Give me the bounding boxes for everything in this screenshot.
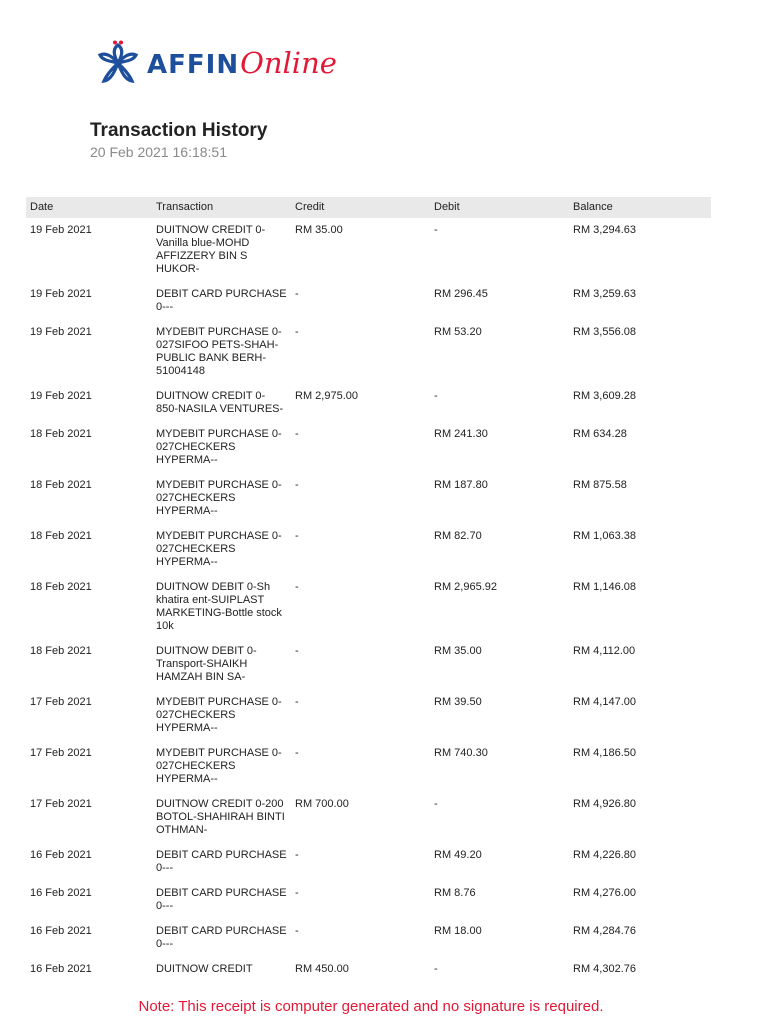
cell-balance: RM 1,063.38 [573,530,636,542]
cell-credit: - [295,849,299,861]
column-header-transaction: Transaction [152,197,291,218]
cell-credit: RM 35.00 [295,224,343,236]
cell-debit: RM 241.30 [434,428,488,440]
cell-credit: - [295,479,299,491]
cell-balance: RM 4,186.50 [573,747,636,759]
cell-transaction: DEBIT CARD PURCHASE 0--- [156,849,287,874]
cell-debit: RM 82.70 [434,530,482,542]
cell-balance: RM 4,147.00 [573,696,636,708]
table-row [26,690,711,741]
cell-transaction: DUITNOW DEBIT 0-Transport-SHAIKH HAMZAH BIN SA- [156,645,257,683]
cell-debit: RM 740.30 [434,747,488,759]
brand-script: Online [240,45,337,80]
table-row [26,524,711,575]
cell-balance: RM 4,112.00 [573,645,636,657]
cell-date: 18 Feb 2021 [30,530,92,542]
cell-date: 16 Feb 2021 [30,887,92,899]
cell-debit: - [434,224,438,236]
cell-date: 18 Feb 2021 [30,645,92,657]
column-header-debit: Debit [430,197,569,218]
cell-balance: RM 4,226.80 [573,849,636,861]
cell-debit: RM 53.20 [434,326,482,338]
cell-date: 19 Feb 2021 [30,288,92,300]
cell-debit: RM 49.20 [434,849,482,861]
cell-credit: - [295,288,299,300]
flower-logo-icon [93,40,143,86]
cell-debit: RM 39.50 [434,696,482,708]
cell-date: 18 Feb 2021 [30,479,92,491]
cell-debit: RM 8.76 [434,887,476,899]
cell-transaction: DEBIT CARD PURCHASE 0--- [156,887,287,912]
table-row [26,320,711,384]
cell-balance: RM 3,556.08 [573,326,636,338]
cell-transaction: MYDEBIT PURCHASE 0-027CHECKERS HYPERMA-- [156,479,282,517]
column-header-balance: Balance [569,197,711,218]
cell-balance: RM 3,259.63 [573,288,636,300]
cell-credit: - [295,696,299,708]
cell-balance: RM 3,609.28 [573,390,636,402]
table-row [26,639,711,690]
column-header-date: Date [26,197,152,218]
brand-name: AFFIN [147,49,240,80]
cell-date: 18 Feb 2021 [30,581,92,593]
table-row [26,957,711,982]
cell-credit: - [295,925,299,937]
cell-credit: - [295,428,299,440]
table-row [26,473,711,524]
table-row [26,881,711,919]
cell-transaction: MYDEBIT PURCHASE 0-027CHECKERS HYPERMA-- [156,747,282,785]
cell-debit: - [434,390,438,402]
cell-credit: - [295,530,299,542]
table-row [26,575,711,639]
cell-debit: - [434,798,438,810]
cell-date: 17 Feb 2021 [30,747,92,759]
cell-balance: RM 4,926.80 [573,798,636,810]
cell-debit: RM 18.00 [434,925,482,937]
cell-transaction: DUITNOW CREDIT 0-Vanilla blue-MOHD AFFIZZERY BIN S HUKOR- [156,224,266,275]
cell-transaction: MYDEBIT PURCHASE 0-027CHECKERS HYPERMA-- [156,530,282,568]
affin-online-logo [93,40,337,86]
cell-credit: - [295,887,299,899]
cell-balance: RM 4,284.76 [573,925,636,937]
cell-date: 16 Feb 2021 [30,849,92,861]
cell-transaction: MYDEBIT PURCHASE 0-027CHECKERS HYPERMA-- [156,696,282,734]
table-row [26,218,711,282]
table-header-row [26,197,711,218]
cell-credit: - [295,645,299,657]
cell-credit: - [295,326,299,338]
cell-transaction: DUITNOW DEBIT 0-Sh khatira ent-SUIPLAST MARKETING-Bottle stock 10k [156,581,282,632]
cell-debit: RM 35.00 [434,645,482,657]
cell-transaction: DEBIT CARD PURCHASE 0--- [156,288,287,313]
cell-transaction: DUITNOW CREDIT 0-200 BOTOL-SHAHIRAH BINTI OTHMAN- [156,798,285,836]
cell-date: 18 Feb 2021 [30,428,92,440]
cell-transaction: MYDEBIT PURCHASE 0-027SIFOO PETS-SHAH-PUBLIC BANK BERH-51004148 [156,326,282,377]
cell-debit: RM 2,965.92 [434,581,497,593]
cell-date: 19 Feb 2021 [30,390,92,402]
table-row [26,792,711,843]
cell-date: 17 Feb 2021 [30,696,92,708]
cell-credit: RM 450.00 [295,963,349,975]
table-row [26,282,711,320]
receipt-note: Note: This receipt is computer generated and no signature is required. [138,998,604,1015]
cell-credit: - [295,747,299,759]
report-timestamp: 20 Feb 2021 16:18:51 [90,144,228,160]
transaction-table [26,197,711,982]
cell-balance: RM 634.28 [573,428,627,440]
cell-date: 17 Feb 2021 [30,798,92,810]
page-title: Transaction History [90,120,268,141]
cell-credit: - [295,581,299,593]
cell-transaction: MYDEBIT PURCHASE 0-027CHECKERS HYPERMA-- [156,428,282,466]
cell-transaction: DEBIT CARD PURCHASE 0--- [156,925,287,950]
cell-transaction: DUITNOW CREDIT [156,963,253,975]
cell-date: 19 Feb 2021 [30,326,92,338]
cell-date: 19 Feb 2021 [30,224,92,236]
table-row [26,741,711,792]
table-row [26,422,711,473]
cell-balance: RM 4,302.76 [573,963,636,975]
cell-transaction: DUITNOW CREDIT 0-850-NASILA VENTURES- [156,390,284,415]
cell-balance: RM 1,146.08 [573,581,636,593]
cell-balance: RM 875.58 [573,479,627,491]
table-row [26,843,711,881]
cell-balance: RM 4,276.00 [573,887,636,899]
cell-date: 16 Feb 2021 [30,925,92,937]
cell-debit: - [434,963,438,975]
column-header-credit: Credit [291,197,430,218]
table-row [26,919,711,957]
cell-credit: RM 2,975.00 [295,390,358,402]
cell-date: 16 Feb 2021 [30,963,92,975]
table-row [26,384,711,422]
cell-credit: RM 700.00 [295,798,349,810]
cell-balance: RM 3,294.63 [573,224,636,236]
cell-debit: RM 187.80 [434,479,488,491]
cell-debit: RM 296.45 [434,288,488,300]
